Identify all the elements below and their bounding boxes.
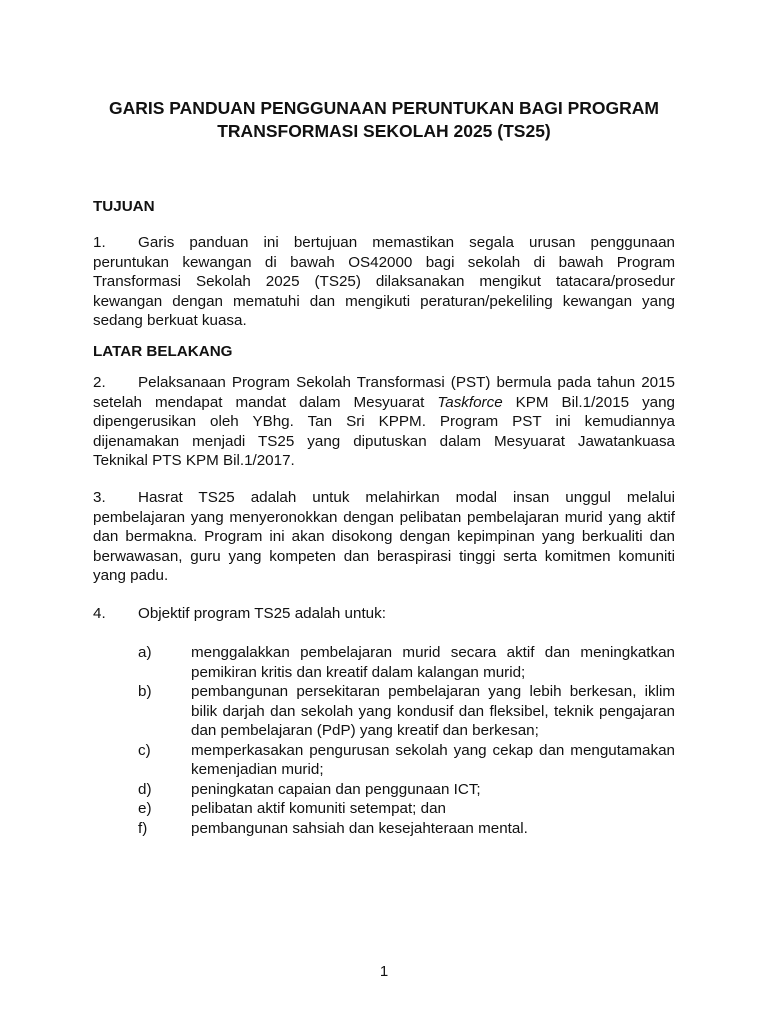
list-item-body <box>191 819 675 839</box>
paragraph-2-line-3: dipengerusikan oleh YBhg. Tan Sri KPPM. Program PST ini kemudiannya <box>93 413 675 430</box>
paragraph-2-line-5: Teknikal PTS KPM Bil.1/2017. <box>93 452 295 469</box>
paragraph-2-line-4: dijenamakan menjadi TS25 yang diputuskan dalam Mesyuarat Jawatankuasa <box>93 432 675 450</box>
paragraph-1-number: 1. <box>93 234 106 251</box>
list-item-line: bilik darjah dan sekolah yang kondusif dan fleksibel, teknik pengajaran <box>191 702 675 720</box>
paragraph-3-number: 3. <box>93 489 106 506</box>
paragraph-1 <box>93 233 675 331</box>
list-item-c <box>138 741 675 780</box>
title-line-1: GARIS PANDUAN PENGGUNAAN PERUNTUKAN BAGI PROGRAM <box>109 98 659 118</box>
list-item-line: pembangunan persekitaran pembelajaran yang lebih berkesan, iklim <box>191 683 675 700</box>
list-item-a <box>138 643 675 682</box>
paragraph-4-line-1 <box>93 604 675 624</box>
document-title <box>0 97 768 143</box>
list-item-d <box>138 780 675 800</box>
objectives-list <box>138 643 675 838</box>
list-item-label: a) <box>138 644 152 661</box>
paragraph-3-line-5: yang padu. <box>93 567 169 584</box>
paragraph-1-text: Garis panduan ini bertujuan memastikan segala urusan penggunaan <box>138 234 675 251</box>
paragraph-2-text: Pelaksanaan Program Sekolah Transformasi (PST) bermula pada tahun 2015 <box>138 374 675 391</box>
paragraph-2-italic-term: Taskforce <box>437 393 503 411</box>
paragraph-3 <box>93 488 675 586</box>
list-item-b <box>138 682 675 741</box>
list-item-body <box>191 741 675 780</box>
list-item-label: c) <box>138 741 151 759</box>
list-item-body <box>191 799 675 819</box>
paragraph-1-line-4: kewangan dengan mematuhi dan mengikuti peraturan/pekeliling kewangan yang <box>93 292 675 310</box>
list-item-label: d) <box>138 780 152 798</box>
page-number: 1 <box>379 963 389 980</box>
paragraph-2-line-2 <box>93 393 675 413</box>
title-line-2: TRANSFORMASI SEKOLAH 2025 (TS25) <box>217 121 551 141</box>
paragraph-1-line-5: sedang berkuat kuasa. <box>93 312 247 329</box>
list-item-label: b) <box>138 683 152 700</box>
list-item-body <box>191 780 675 800</box>
paragraph-2-line-2-after: KPM Bil.1/2015 yang <box>502 393 676 411</box>
paragraph-2-line-2-before: setelah mendapat mandat dalam Mesyuarat <box>93 393 438 411</box>
paragraph-3-line-4: berwawasan, guru yang kompeten dan beraspirasi tinggi serta komitmen komuniti <box>93 547 675 565</box>
list-item-line: pemikiran kritis dan kreatif dalam kalangan murid; <box>191 663 526 681</box>
list-item-line: dan pembelajaran (PdP) yang kreatif dan berkesan; <box>191 722 539 739</box>
list-item-label: e) <box>138 800 152 817</box>
paragraph-4-number: 4. <box>93 605 106 622</box>
paragraph-3-text: Hasrat TS25 adalah untuk melahirkan modal insan unggul melalui <box>138 489 675 506</box>
list-item-line: pelibatan aktif komuniti setempat; dan <box>191 800 446 817</box>
paragraph-1-line-1 <box>93 233 675 253</box>
list-item-line: kemenjadian murid; <box>191 761 324 778</box>
paragraph-3-line-2: pembelajaran yang menyeronokkan dengan pelibatan pembelajaran murid yang aktif <box>93 508 675 526</box>
list-item-label: f) <box>138 819 148 837</box>
paragraph-4-text: Objektif program TS25 adalah untuk: <box>138 605 386 622</box>
list-item-body <box>191 643 675 682</box>
list-item-line: peningkatan capaian dan penggunaan ICT; <box>191 780 481 798</box>
paragraph-3-line-3: dan bermakna. Program ini akan disokong dengan kepimpinan yang berkualiti dan <box>93 528 675 545</box>
list-item-line: memperkasakan pengurusan sekolah yang cekap dan mengutamakan <box>191 741 675 759</box>
list-item-body <box>191 682 675 741</box>
list-item-e <box>138 799 675 819</box>
list-item-line: pembangunan sahsiah dan kesejahteraan mental. <box>191 819 528 837</box>
paragraph-2-number: 2. <box>93 374 106 391</box>
paragraph-1-line-2: peruntukan kewangan di bawah OS42000 bagi sekolah di bawah Program <box>93 253 675 271</box>
paragraph-4 <box>93 604 675 624</box>
paragraph-2 <box>93 373 675 471</box>
list-item-line: menggalakkan pembelajaran murid secara aktif dan meningkatkan <box>191 644 675 661</box>
paragraph-2-line-1 <box>93 373 675 393</box>
paragraph-1-line-3: Transformasi Sekolah 2025 (TS25) dilaksanakan mengikut tatacara/prosedur <box>93 273 675 290</box>
heading-tujuan: TUJUAN <box>93 198 155 215</box>
list-item-f <box>138 819 675 839</box>
heading-latar-belakang: LATAR BELAKANG <box>93 343 233 360</box>
paragraph-3-line-1 <box>93 488 675 508</box>
